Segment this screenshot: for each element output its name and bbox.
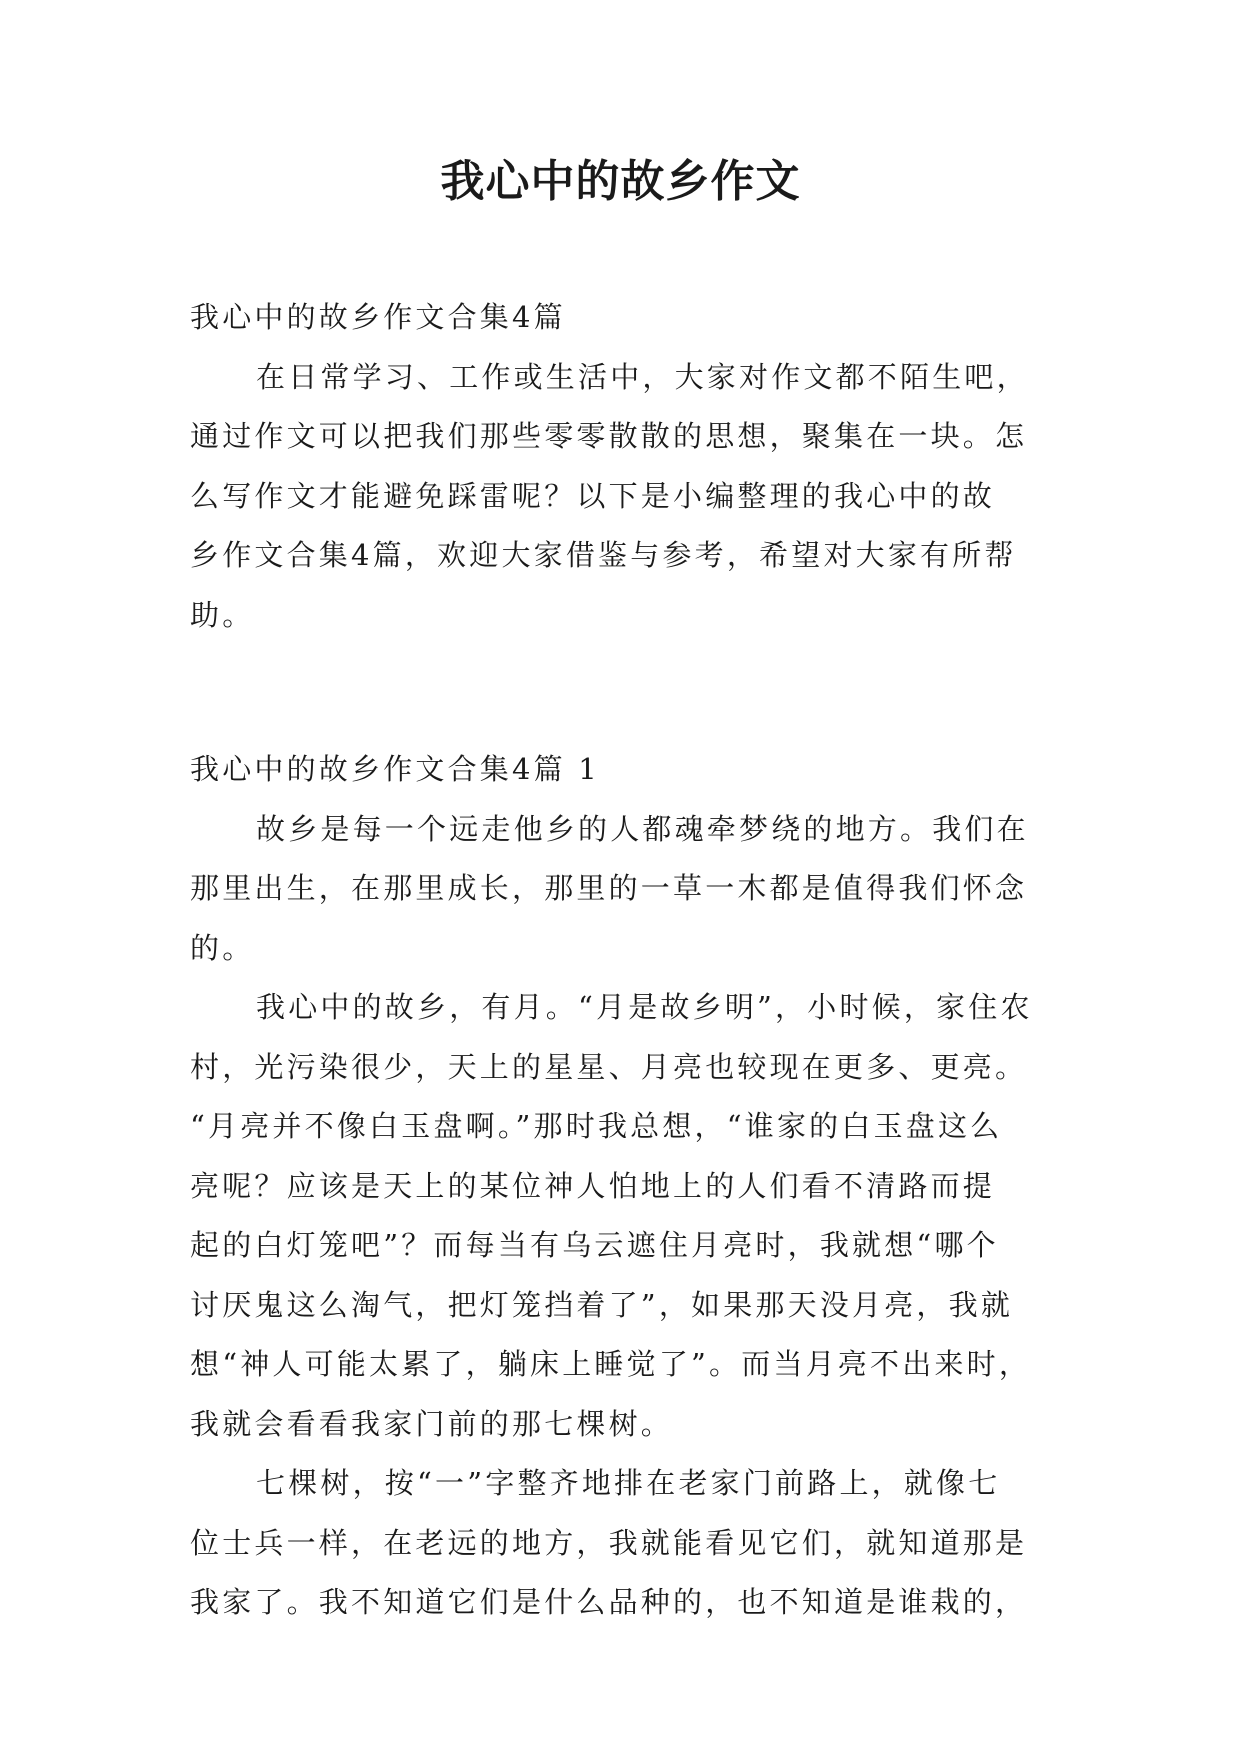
paragraph-line: 故乡是每一个远走他乡的人都魂牵梦绕的地方。我们在 <box>256 811 1029 846</box>
document-title: 我心中的故乡作文 <box>440 156 801 207</box>
paragraph-line: 的。 <box>190 930 255 965</box>
section-gap <box>190 645 1065 740</box>
paragraph-line: “月亮并不像白玉盘啊。”那时我总想，“谁家的白玉盘这么 <box>190 1109 1003 1143</box>
intro-line: 么写作文才能避免踩雷呢？以下是小编整理的我心中的故 <box>190 478 996 513</box>
intro-line: 通过作文可以把我们那些零零散散的思想，聚集在一块。怎 <box>190 419 1028 453</box>
intro-line: 乡作文合集4篇，欢迎大家借鉴与参考，希望对大家有所帮 <box>190 538 1017 572</box>
paragraph-line: 亮呢？应该是天上的某位神人怕地上的人们看不清路而提 <box>190 1168 996 1203</box>
section-heading: 我心中的故乡作文合集4篇 1 <box>190 752 600 786</box>
paragraph-line: 那里出生，在那里成长，那里的一草一木都是值得我们怀念 <box>190 871 1028 905</box>
paragraph-line: 我家了。我不知道它们是什么品种的，也不知道是谁栽的， <box>190 1585 1028 1619</box>
paragraph-line: 村，光污染很少，天上的星星、月亮也较现在更多、更亮。 <box>190 1049 1028 1084</box>
paragraph-line: 想“神人可能太累了，躺床上睡觉了”。而当月亮不出来时， <box>190 1347 1032 1381</box>
intro-line: 在日常学习、工作或生活中，大家对作文都不陌生吧， <box>256 359 1029 394</box>
paragraph-line: 位士兵一样，在老远的地方，我就能看见它们，就知道那是 <box>190 1525 1028 1560</box>
document-subtitle: 我心中的故乡作文合集4篇 <box>190 300 566 334</box>
paragraph-line: 起的白灯笼吧”？而每当有乌云遮住月亮时，我就想“哪个 <box>190 1228 999 1262</box>
intro-line: 助。 <box>190 597 255 632</box>
paragraph-line: 我就会看看我家门前的那七棵树。 <box>190 1406 674 1441</box>
paragraph-line: 讨厌鬼这么淘气，把灯笼挡着了”，如果那天没月亮，我就 <box>190 1287 1014 1322</box>
paragraph-line: 七棵树，按“一”字整齐地排在老家门前路上，就像七 <box>256 1466 1001 1500</box>
paragraph-line: 我心中的故乡，有月。“月是故乡明”，小时候，家住农 <box>256 990 1033 1024</box>
document-body <box>190 288 1065 1633</box>
